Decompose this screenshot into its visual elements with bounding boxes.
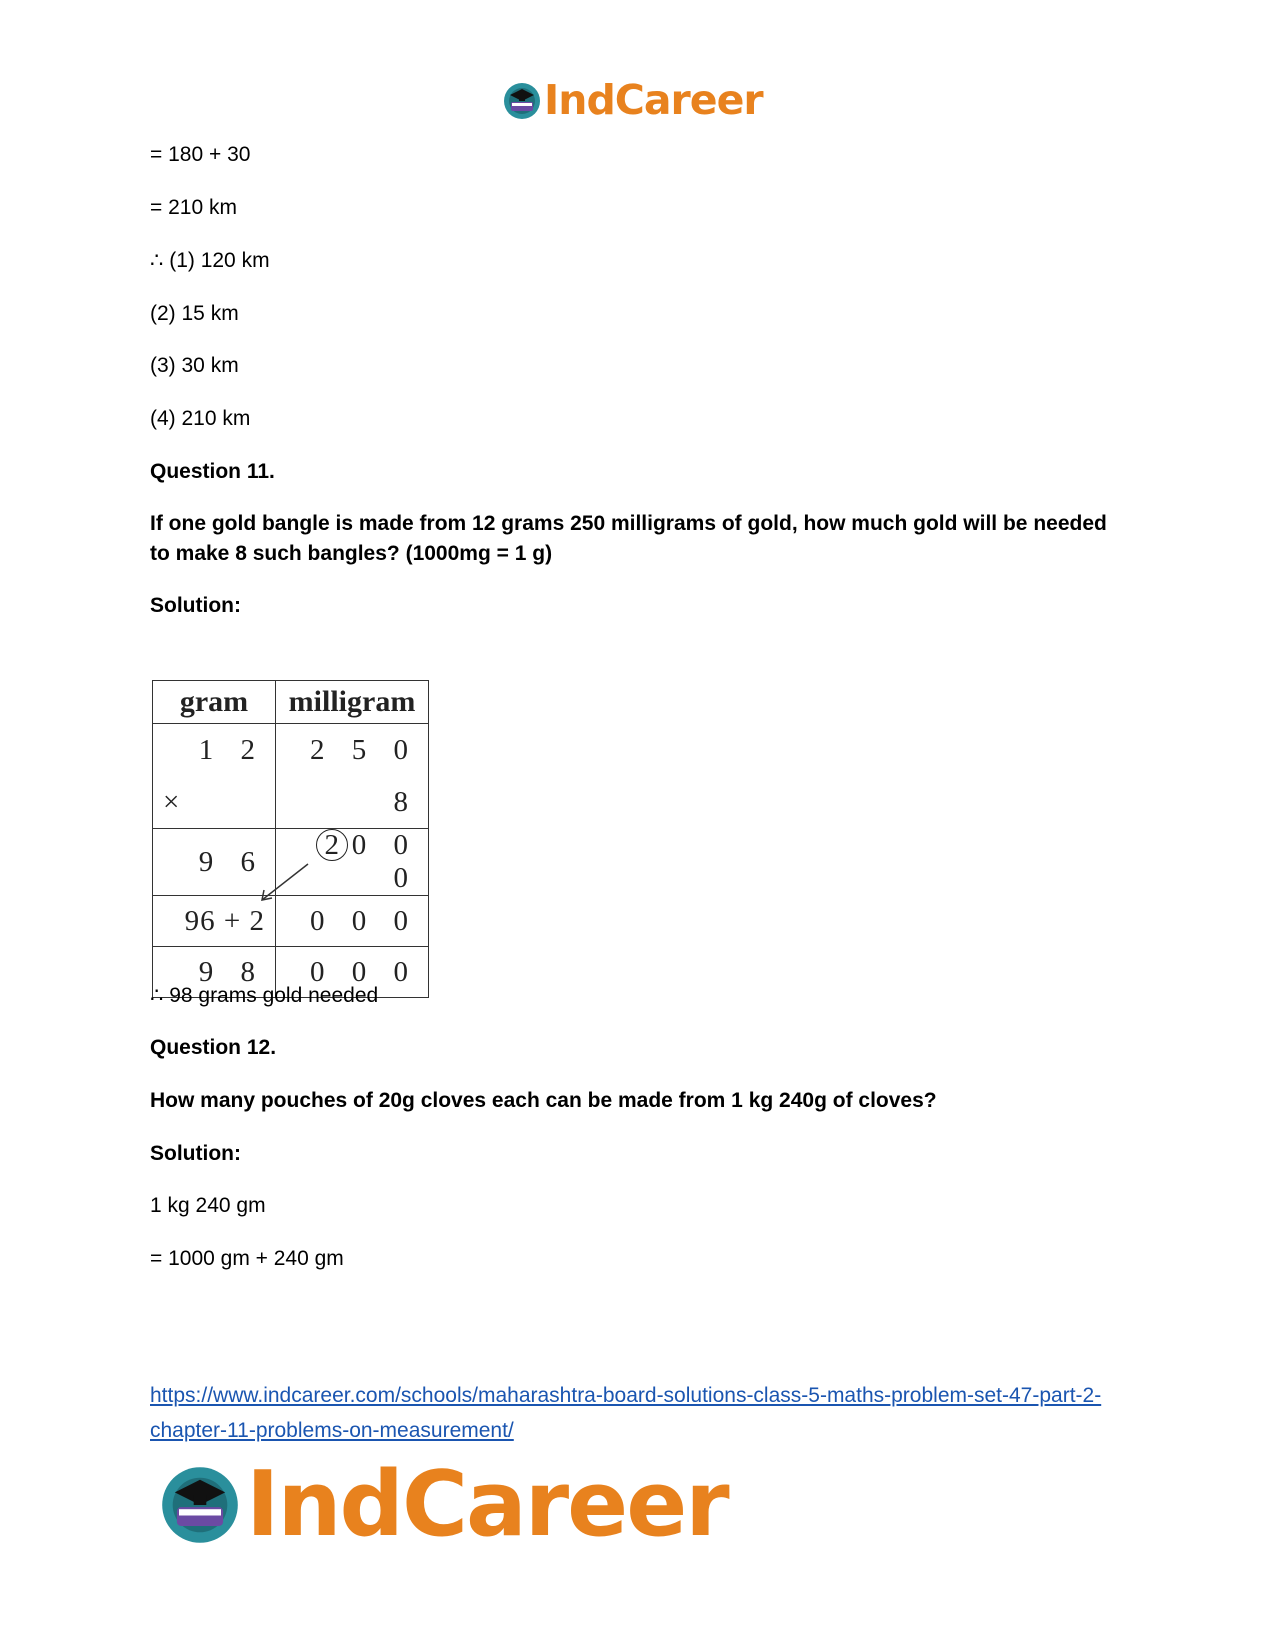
text-line: = 180 + 30 — [150, 143, 251, 166]
graduation-cap-book-icon — [158, 1463, 242, 1547]
table-cell: 1 2 — [153, 724, 276, 777]
text-line: ∴ (1) 120 km — [150, 249, 270, 272]
table-header-row — [153, 681, 429, 724]
question-heading: Question 12. — [150, 1036, 277, 1059]
solution-heading: Solution: — [150, 594, 241, 617]
table-header: milligram — [276, 681, 429, 724]
solution-heading: Solution: — [150, 1142, 241, 1165]
carry-arrow-icon — [250, 860, 320, 910]
table-cell: 96 + 2 — [153, 896, 276, 947]
question-text: If one gold bangle is made from 12 grams 250 milligrams of gold, how much gold will be needed to make 8 such bangles? (1000mg = 1 g) — [150, 512, 1107, 565]
text-line: = 1000 gm + 240 gm — [150, 1247, 344, 1270]
solution-table — [152, 680, 429, 998]
question-text: How many pouches of 20g cloves each can be made from 1 kg 240g of cloves? — [150, 1089, 937, 1112]
table-cell: 9 6 — [153, 829, 276, 896]
carry-circle: 2 — [316, 829, 348, 861]
text-line: = 210 km — [150, 196, 237, 219]
table-cell: 0 0 0 — [276, 947, 429, 998]
text-line: 1 kg 240 gm — [150, 1194, 266, 1217]
graduation-cap-book-icon — [502, 81, 542, 121]
table-cell: × — [153, 776, 276, 829]
table-cell-text: 0 0 0 — [351, 829, 418, 894]
text-line: (3) 30 km — [150, 354, 239, 377]
text-line: ∴ 98 grams gold needed — [150, 984, 379, 1007]
table-row — [153, 724, 429, 777]
table-cell: 9 8 — [153, 947, 276, 998]
table-cell: 8 — [276, 776, 429, 829]
source-link[interactable]: https://www.indcareer.com/schools/maharashtra-board-solutions-class-5-maths-problem-set-47-part-2-chapter-11-problems-on-measurement/ — [150, 1384, 1102, 1442]
question-heading: Question 11. — [150, 460, 275, 483]
brand-name: IndCareer — [246, 1452, 728, 1557]
table-row — [153, 776, 429, 829]
text-line: (4) 210 km — [150, 407, 251, 430]
table-cell: 0 0 0 — [276, 896, 429, 947]
brand-name: IndCareer — [544, 76, 763, 124]
text-line: (2) 15 km — [150, 302, 239, 325]
indcareer-logo-top — [502, 76, 763, 124]
indcareer-logo-bottom — [158, 1452, 728, 1557]
table-cell: 2 5 0 — [276, 724, 429, 777]
table-header: gram — [153, 681, 276, 724]
